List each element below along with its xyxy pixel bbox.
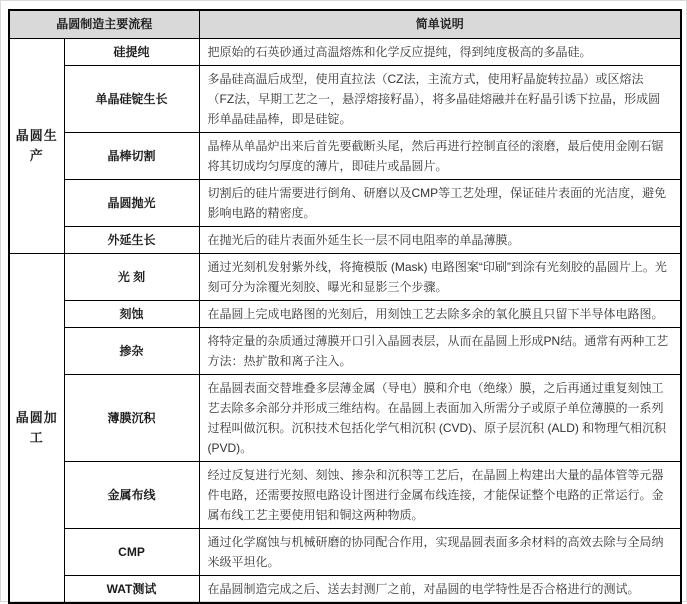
- step-description: 把原始的石英砂通过高温熔炼和化学反应提纯，得到纯度极高的多晶硅。: [199, 38, 681, 65]
- step-description: 通过光刻机发射紫外线，将掩模版 (Mask) 电路图案“印刷”到涂有光刻胶的晶圆片上。光刻可分为涂覆光刻胶、曝光和显影三个步骤。: [199, 253, 681, 300]
- table-row: [9, 65, 681, 132]
- table-row: [9, 461, 681, 528]
- step-description: 晶棒从单晶炉出来后首先要截断头尾，然后再进行控制直径的滚磨，最后使用金刚石锯将其切成均匀厚度的薄片，即硅片或晶圆片。: [199, 132, 681, 179]
- step-description: 在晶圆上完成电路图的光刻后，用刻蚀工艺去除多余的氧化膜且只留下半导体电路图。: [199, 300, 681, 327]
- table-row: [9, 374, 681, 461]
- step-label: 硅提纯: [64, 38, 199, 65]
- step-label: 外延生长: [64, 226, 199, 253]
- table-row: [9, 528, 681, 575]
- step-label: 薄膜沉积: [64, 374, 199, 461]
- table-row: [9, 38, 681, 65]
- step-label: 金属布线: [64, 461, 199, 528]
- step-label: 单晶硅锭生长: [64, 65, 199, 132]
- header-process-flow: 晶圆制造主要流程: [9, 10, 199, 38]
- header-description: 简单说明: [199, 10, 681, 38]
- table-row: [9, 132, 681, 179]
- step-label: 掺杂: [64, 327, 199, 374]
- group-label-wafer-production: 晶圆生产: [9, 38, 64, 253]
- wafer-process-table: [8, 9, 682, 604]
- step-description: 多晶硅高温后成型，使用直拉法（CZ法，主流方式，使用籽晶旋转拉晶）或区熔法（FZ法，早期工艺之一，悬浮熔接籽晶），将多晶硅熔融并在籽晶引诱下拉晶，形成圆形单晶硅晶棒，即是硅锭。: [199, 65, 681, 132]
- table-row: [9, 253, 681, 300]
- step-label: CMP: [64, 528, 199, 575]
- table-header-row: [9, 10, 681, 38]
- step-description: 将特定量的杂质通过薄膜开口引入晶圆表层，从而在晶圆上形成PN结。通常有两种工艺方法：热扩散和离子注入。: [199, 327, 681, 374]
- step-description: 通过化学腐蚀与机械研磨的协同配合作用，实现晶圆表面多余材料的高效去除与全局纳米级平坦化。: [199, 528, 681, 575]
- step-description: 切割后的硅片需要进行倒角、研磨以及CMP等工艺处理，保证硅片表面的光洁度，避免影响电路的精密度。: [199, 179, 681, 226]
- group-label-wafer-processing: 晶圆加工: [9, 253, 64, 603]
- table-row: [9, 575, 681, 603]
- step-label: WAT测试: [64, 575, 199, 603]
- table-row: [9, 327, 681, 374]
- step-label: 晶圆抛光: [64, 179, 199, 226]
- step-description: 在抛光后的硅片表面外延生长一层不同电阻率的单晶薄膜。: [199, 226, 681, 253]
- step-description: 经过反复进行光刻、刻蚀、掺杂和沉积等工艺后，在晶圆上构建出大量的晶体管等元器件电路，还需要按照电路设计图进行金属布线连接，才能保证整个电路的正常运行。金属布线工艺主要使用铝和铜这两种物质。: [199, 461, 681, 528]
- step-label: 晶棒切割: [64, 132, 199, 179]
- step-label: 刻蚀: [64, 300, 199, 327]
- step-label: 光 刻: [64, 253, 199, 300]
- step-description: 在晶圆制造完成之后、送去封测厂之前，对晶圆的电学特性是否合格进行的测试。: [199, 575, 681, 603]
- table-row: [9, 300, 681, 327]
- wafer-process-table-container: [8, 9, 686, 604]
- table-row: [9, 179, 681, 226]
- step-description: 在晶圆表面交替堆叠多层薄金属（导电）膜和介电（绝缘）膜，之后再通过重复刻蚀工艺去除多余部分并形成三维结构。在晶圆上表面加入所需分子或原子单位薄膜的一系列过程叫做沉积。沉积技术包括化学气相沉积 (CVD)、原子层沉积 (ALD) 和物理气相沉积 (PVD)。: [199, 374, 681, 461]
- table-row: [9, 226, 681, 253]
